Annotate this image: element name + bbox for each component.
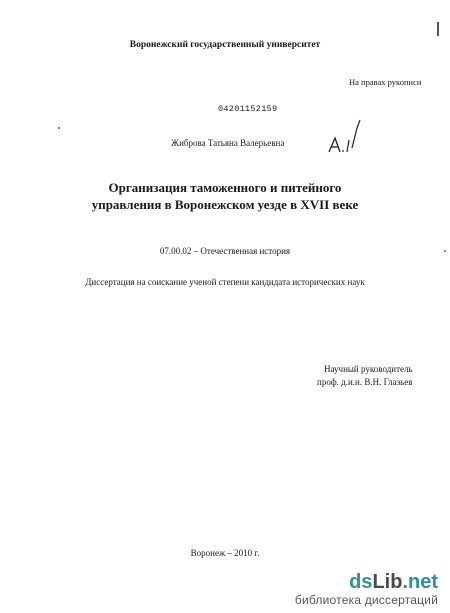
watermark-brand: dsLib.net <box>349 571 438 593</box>
degree-statement: Диссертация на соискание ученой степени кандидата исторических наук <box>85 277 365 287</box>
watermark-subtitle: библиотека диссертаций <box>294 593 438 607</box>
title-line-1: Организация таможенного и питейного <box>108 180 342 195</box>
author-name: Жиброва Татьяна Валерьевна <box>171 138 285 148</box>
city-year: Воронеж – 2010 г. <box>190 548 260 558</box>
supervisor-label: Научный руководитель <box>324 364 413 374</box>
rights-notice: На правах рукописи <box>349 77 422 87</box>
document-code: 04201152159 <box>218 104 278 114</box>
supervisor-name: проф. д.и.н. В.Н. Глазьев <box>317 377 413 387</box>
dslib-watermark[interactable] <box>295 571 438 607</box>
specialty-code: 07.00.02 – Отечественная история <box>159 246 291 256</box>
university-name: Воронежский государственный университет <box>129 40 321 50</box>
handwritten-signature-icon <box>325 118 375 158</box>
dissertation-title <box>0 179 450 213</box>
corner-mark <box>437 22 439 36</box>
scan-speck <box>58 127 60 129</box>
title-line-2: управления в Воронежском уезде в XVII веке <box>91 197 359 212</box>
